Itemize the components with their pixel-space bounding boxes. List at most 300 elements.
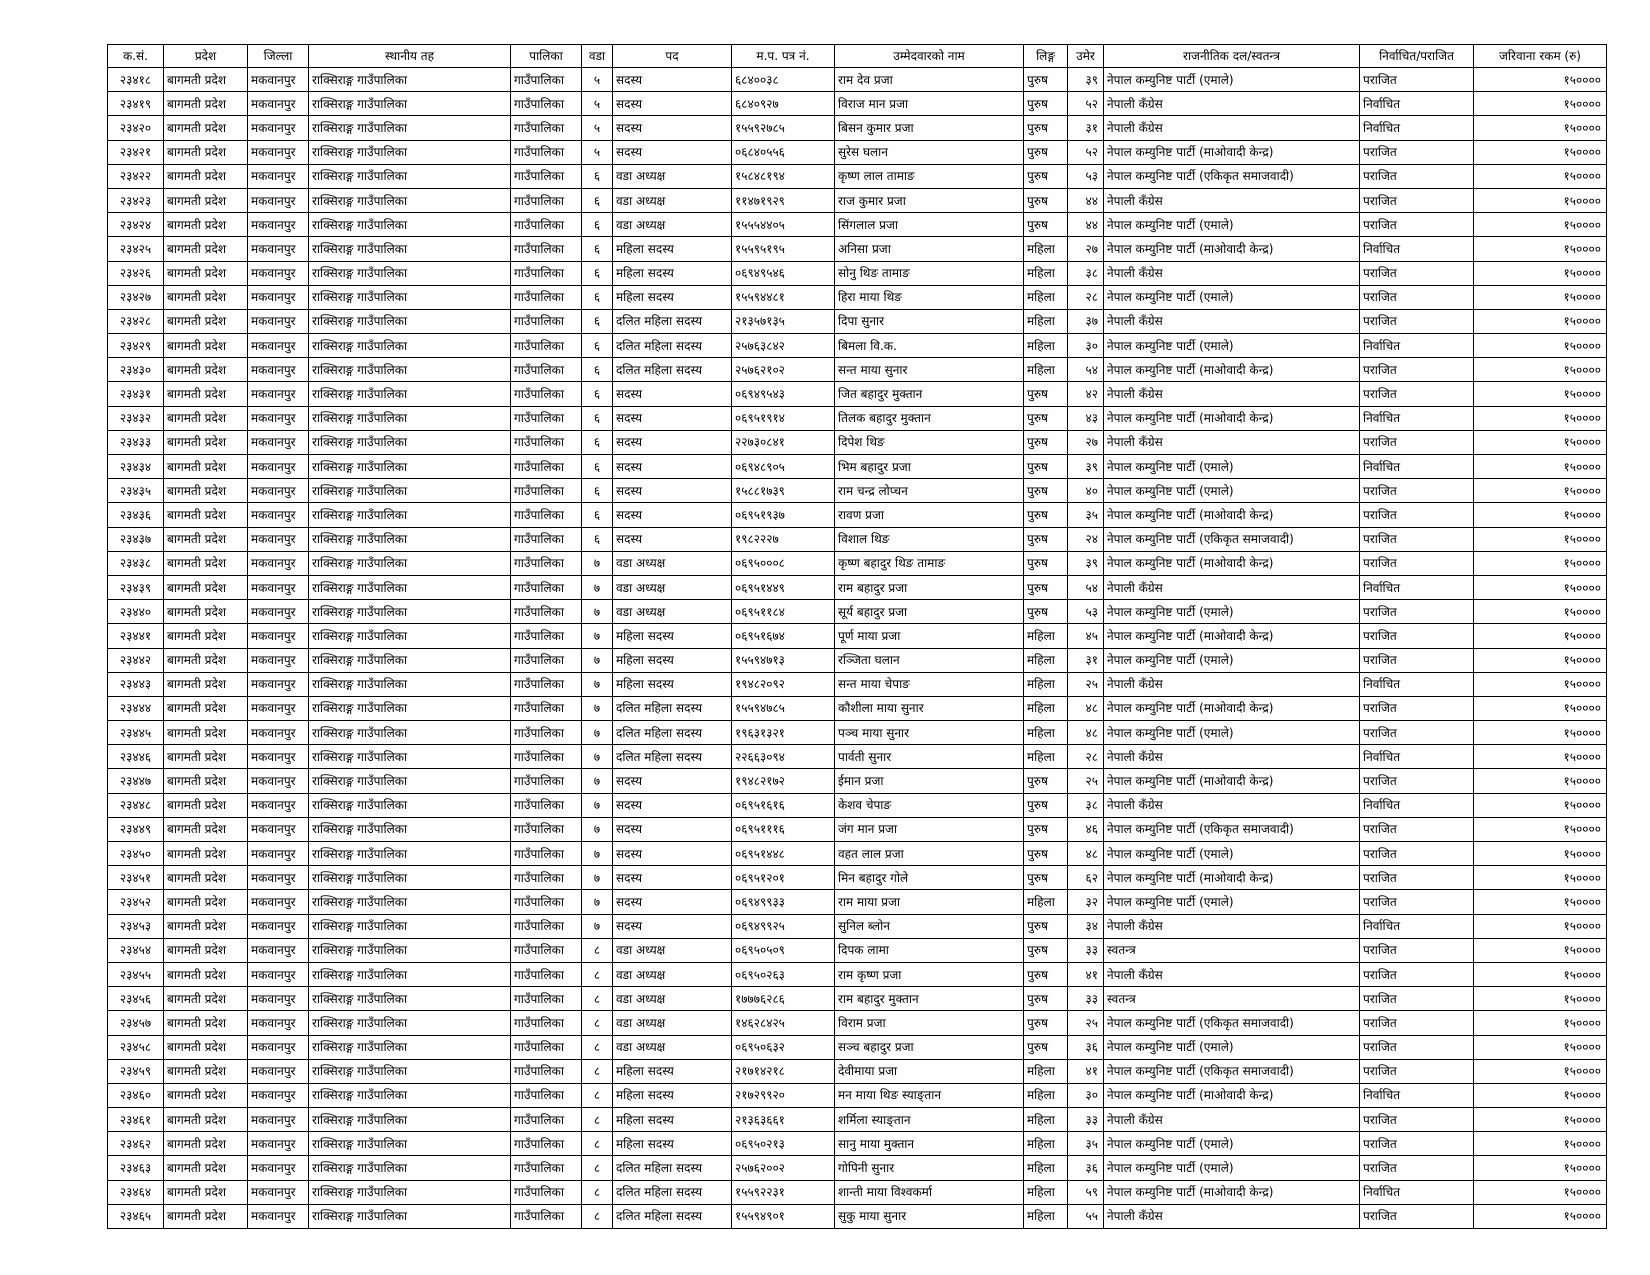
cell-gender: महिला <box>1024 648 1068 672</box>
cell-candidate-name: राम बहादुर प्रजा <box>835 575 1024 599</box>
cell-candidate-name: राज कुमार प्रजा <box>835 188 1024 212</box>
cell-ballot-number: ०६९५१२०१ <box>732 866 835 890</box>
cell-local-level: राक्सिराङ्ग गाउँपालिका <box>309 188 511 212</box>
cell-palika-type: गाउँपालिका <box>511 866 582 890</box>
cell-political-party: नेपाल कम्युनिष्ट पार्टी (माओवादी केन्द्र) <box>1104 1180 1360 1204</box>
cell-age: ५३ <box>1068 164 1104 188</box>
cell-local-level: राक्सिराङ्ग गाउँपालिका <box>309 503 511 527</box>
cell-political-party: नेपाल कम्युनिष्ट पार्टी (एमाले) <box>1104 68 1360 92</box>
cell-result-status: पराजित <box>1360 1011 1474 1035</box>
cell-serial-number: २३४३२ <box>108 406 164 430</box>
cell-province: बागमती प्रदेश <box>164 309 248 333</box>
cell-result-status: पराजित <box>1360 503 1474 527</box>
cell-ballot-number: ०६८४०५५६ <box>732 140 835 164</box>
cell-political-party: नेपाली कँग्रेस <box>1104 116 1360 140</box>
cell-ballot-number: २२६६३०९४ <box>732 745 835 769</box>
cell-age: ५४ <box>1068 575 1104 599</box>
cell-position: सदस्य <box>613 382 732 406</box>
cell-ballot-number: १९८२२२७ <box>732 527 835 551</box>
cell-political-party: नेपाल कम्युनिष्ट पार्टी (एकिकृत समाजवादी) <box>1104 817 1360 841</box>
cell-serial-number: २३४४० <box>108 600 164 624</box>
cell-age: २४ <box>1068 527 1104 551</box>
cell-position: महिला सदस्य <box>613 237 732 261</box>
cell-result-status: पराजित <box>1360 696 1474 720</box>
cell-fine-amount: १५०००० <box>1474 430 1607 454</box>
cell-palika-type: गाउँपालिका <box>511 624 582 648</box>
cell-ballot-number: १५८४८१९४ <box>732 164 835 188</box>
cell-candidate-name: दिपेश थिङ <box>835 430 1024 454</box>
cell-fine-amount: १५०००० <box>1474 334 1607 358</box>
cell-candidate-name: सूर्य बहादुर प्रजा <box>835 600 1024 624</box>
cell-age: ५२ <box>1068 140 1104 164</box>
cell-palika-type: गाउँपालिका <box>511 987 582 1011</box>
cell-fine-amount: १५०००० <box>1474 890 1607 914</box>
cell-local-level: राक्सिराङ्ग गाउँपालिका <box>309 285 511 309</box>
table-row <box>108 309 1607 333</box>
table-row <box>108 1035 1607 1059</box>
cell-palika-type: गाउँपालिका <box>511 1204 582 1228</box>
cell-fine-amount: १५०००० <box>1474 358 1607 382</box>
cell-candidate-name: देवीमाया प्रजा <box>835 1059 1024 1083</box>
cell-palika-type: गाउँपालिका <box>511 1035 582 1059</box>
cell-gender: पुरुष <box>1024 793 1068 817</box>
cell-age: ३६ <box>1068 1035 1104 1059</box>
cell-province: बागमती प्रदेश <box>164 406 248 430</box>
cell-district: मकवानपुर <box>248 696 309 720</box>
cell-local-level: राक्सिराङ्ग गाउँपालिका <box>309 1180 511 1204</box>
cell-candidate-name: सोनु थिङ तामाङ <box>835 261 1024 285</box>
cell-palika-type: गाउँपालिका <box>511 503 582 527</box>
table-row <box>108 479 1607 503</box>
cell-gender: पुरुष <box>1024 455 1068 479</box>
cell-local-level: राक्सिराङ्ग गाउँपालिका <box>309 92 511 116</box>
cell-gender: महिला <box>1024 1156 1068 1180</box>
cell-political-party: नेपाल कम्युनिष्ट पार्टी (एकिकृत समाजवादी) <box>1104 527 1360 551</box>
cell-candidate-name: कृष्ण बहादुर थिङ तामाङ <box>835 551 1024 575</box>
cell-result-status: पराजित <box>1360 188 1474 212</box>
cell-province: बागमती प्रदेश <box>164 1180 248 1204</box>
cell-age: ३८ <box>1068 793 1104 817</box>
cell-district: मकवानपुर <box>248 309 309 333</box>
cell-position: सदस्य <box>613 140 732 164</box>
cell-palika-type: गाउँपालिका <box>511 1011 582 1035</box>
cell-palika-type: गाउँपालिका <box>511 285 582 309</box>
cell-local-level: राक्सिराङ्ग गाउँपालिका <box>309 309 511 333</box>
cell-serial-number: २३४२२ <box>108 164 164 188</box>
cell-result-status: पराजित <box>1360 382 1474 406</box>
cell-palika-type: गाउँपालिका <box>511 696 582 720</box>
cell-position: वडा अध्यक्ष <box>613 1011 732 1035</box>
cell-ballot-number: १४६२८४२५ <box>732 1011 835 1035</box>
cell-palika-type: गाउँपालिका <box>511 721 582 745</box>
cell-district: मकवानपुर <box>248 334 309 358</box>
cell-result-status: पराजित <box>1360 962 1474 986</box>
cell-ballot-number: ०६९४९५४६ <box>732 261 835 285</box>
cell-ballot-number: ०६९५१४४८ <box>732 842 835 866</box>
candidate-results-table <box>107 44 1607 1229</box>
cell-ballot-number: १५५९२२३१ <box>732 1180 835 1204</box>
cell-candidate-name: पञ्च माया सुनार <box>835 721 1024 745</box>
cell-palika-type: गाउँपालिका <box>511 358 582 382</box>
cell-district: मकवानपुर <box>248 600 309 624</box>
cell-gender: पुरुष <box>1024 987 1068 1011</box>
cell-fine-amount: १५०००० <box>1474 92 1607 116</box>
cell-candidate-name: राम कृष्ण प्रजा <box>835 962 1024 986</box>
cell-ballot-number: २५७६३८४२ <box>732 334 835 358</box>
cell-political-party: नेपाल कम्युनिष्ट पार्टी (एमाले) <box>1104 334 1360 358</box>
cell-ward: ८ <box>582 1132 613 1156</box>
cell-candidate-name: शान्ती माया विश्वकर्मा <box>835 1180 1024 1204</box>
cell-palika-type: गाउँपालिका <box>511 188 582 212</box>
cell-position: महिला सदस्य <box>613 624 732 648</box>
table-row <box>108 817 1607 841</box>
cell-position: महिला सदस्य <box>613 648 732 672</box>
cell-serial-number: २३४४५ <box>108 721 164 745</box>
cell-province: बागमती प्रदेश <box>164 1108 248 1132</box>
cell-ballot-number: ०६९५१६७४ <box>732 624 835 648</box>
cell-result-status: पराजित <box>1360 213 1474 237</box>
cell-province: बागमती प्रदेश <box>164 358 248 382</box>
cell-district: मकवानपुर <box>248 890 309 914</box>
cell-position: सदस्य <box>613 68 732 92</box>
cell-local-level: राक्सिराङ्ग गाउँपालिका <box>309 987 511 1011</box>
cell-fine-amount: १५०००० <box>1474 213 1607 237</box>
cell-serial-number: २३४५४ <box>108 938 164 962</box>
cell-candidate-name: सुनिल ब्लोन <box>835 914 1024 938</box>
cell-result-status: पराजित <box>1360 1108 1474 1132</box>
cell-serial-number: २३४६२ <box>108 1132 164 1156</box>
cell-serial-number: २३४६१ <box>108 1108 164 1132</box>
cell-age: ३३ <box>1068 1108 1104 1132</box>
cell-local-level: राक्सिराङ्ग गाउँपालिका <box>309 1204 511 1228</box>
cell-position: दलित महिला सदस्य <box>613 1204 732 1228</box>
cell-serial-number: २३४५९ <box>108 1059 164 1083</box>
cell-ward: ६ <box>582 285 613 309</box>
cell-result-status: पराजित <box>1360 769 1474 793</box>
cell-local-level: राक्सिराङ्ग गाउँपालिका <box>309 721 511 745</box>
cell-candidate-name: तिलक बहादुर मुक्तान <box>835 406 1024 430</box>
cell-candidate-name: सिंगलाल प्रजा <box>835 213 1024 237</box>
cell-gender: पुरुष <box>1024 600 1068 624</box>
cell-ward: ६ <box>582 455 613 479</box>
cell-candidate-name: कृष्ण लाल तामाङ <box>835 164 1024 188</box>
cell-gender: पुरुष <box>1024 479 1068 503</box>
cell-political-party: नेपाली कँग्रेस <box>1104 914 1360 938</box>
cell-province: बागमती प्रदेश <box>164 793 248 817</box>
cell-political-party: नेपाल कम्युनिष्ट पार्टी (माओवादी केन्द्र) <box>1104 503 1360 527</box>
cell-ward: ५ <box>582 92 613 116</box>
cell-palika-type: गाउँपालिका <box>511 479 582 503</box>
cell-fine-amount: १५०००० <box>1474 285 1607 309</box>
cell-fine-amount: १५०००० <box>1474 842 1607 866</box>
cell-ward: ६ <box>582 309 613 333</box>
cell-position: महिला सदस्य <box>613 1108 732 1132</box>
cell-ballot-number: ०६९४८९०५ <box>732 455 835 479</box>
cell-serial-number: २३४६४ <box>108 1180 164 1204</box>
cell-fine-amount: १५०००० <box>1474 382 1607 406</box>
cell-fine-amount: १५०००० <box>1474 600 1607 624</box>
cell-palika-type: गाउँपालिका <box>511 140 582 164</box>
cell-political-party: नेपाली कँग्रेस <box>1104 672 1360 696</box>
table-row <box>108 164 1607 188</box>
cell-palika-type: गाउँपालिका <box>511 551 582 575</box>
cell-province: बागमती प्रदेश <box>164 382 248 406</box>
cell-ballot-number: ०६९५११८४ <box>732 600 835 624</box>
cell-serial-number: २३४६० <box>108 1083 164 1107</box>
cell-result-status: पराजित <box>1360 817 1474 841</box>
cell-province: बागमती प्रदेश <box>164 430 248 454</box>
cell-ballot-number: १५५९४९०१ <box>732 1204 835 1228</box>
cell-ward: ७ <box>582 624 613 648</box>
cell-position: महिला सदस्य <box>613 1059 732 1083</box>
cell-candidate-name: शर्मिला स्याङ्तान <box>835 1108 1024 1132</box>
cell-ballot-number: २१७२९९२० <box>732 1083 835 1107</box>
cell-ward: ८ <box>582 1108 613 1132</box>
cell-fine-amount: १५०००० <box>1474 406 1607 430</box>
cell-result-status: पराजित <box>1360 987 1474 1011</box>
cell-age: २७ <box>1068 430 1104 454</box>
cell-gender: पुरुष <box>1024 527 1068 551</box>
cell-province: बागमती प्रदेश <box>164 68 248 92</box>
cell-local-level: राक्सिराङ्ग गाउँपालिका <box>309 1108 511 1132</box>
cell-ballot-number: १५५९४७१३ <box>732 648 835 672</box>
cell-ward: ८ <box>582 1180 613 1204</box>
cell-result-status: पराजित <box>1360 938 1474 962</box>
cell-fine-amount: १५०००० <box>1474 1011 1607 1035</box>
cell-serial-number: २३४५७ <box>108 1011 164 1035</box>
cell-serial-number: २३४४७ <box>108 769 164 793</box>
cell-age: ४३ <box>1068 406 1104 430</box>
cell-position: वडा अध्यक्ष <box>613 987 732 1011</box>
cell-age: ४० <box>1068 479 1104 503</box>
cell-ballot-number: १९४८२०९२ <box>732 672 835 696</box>
cell-political-party: नेपाली कँग्रेस <box>1104 92 1360 116</box>
cell-palika-type: गाउँपालिका <box>511 527 582 551</box>
cell-age: ३५ <box>1068 503 1104 527</box>
cell-candidate-name: राम बहादुर मुक्तान <box>835 987 1024 1011</box>
cell-district: मकवानपुर <box>248 527 309 551</box>
table-row <box>108 624 1607 648</box>
cell-candidate-name: सञ्च बहादुर प्रजा <box>835 1035 1024 1059</box>
table-row <box>108 1059 1607 1083</box>
cell-political-party: नेपाल कम्युनिष्ट पार्टी (एमाले) <box>1104 1035 1360 1059</box>
cell-result-status: पराजित <box>1360 721 1474 745</box>
cell-fine-amount: १५०००० <box>1474 1035 1607 1059</box>
cell-ballot-number: १५५९४४८१ <box>732 285 835 309</box>
cell-political-party: नेपाल कम्युनिष्ट पार्टी (एमाले) <box>1104 455 1360 479</box>
cell-result-status: पराजित <box>1360 624 1474 648</box>
cell-district: मकवानपुर <box>248 987 309 1011</box>
cell-province: बागमती प्रदेश <box>164 285 248 309</box>
cell-serial-number: २३४२३ <box>108 188 164 212</box>
cell-district: मकवानपुर <box>248 1108 309 1132</box>
cell-local-level: राक्सिराङ्ग गाउँपालिका <box>309 842 511 866</box>
cell-district: मकवानपुर <box>248 406 309 430</box>
cell-result-status: पराजित <box>1360 309 1474 333</box>
cell-palika-type: गाउँपालिका <box>511 672 582 696</box>
cell-result-status: पराजित <box>1360 842 1474 866</box>
cell-result-status: निर्वाचित <box>1360 914 1474 938</box>
cell-candidate-name: राम माया प्रजा <box>835 890 1024 914</box>
cell-palika-type: गाउँपालिका <box>511 309 582 333</box>
cell-province: बागमती प्रदेश <box>164 188 248 212</box>
table-row <box>108 769 1607 793</box>
cell-result-status: पराजित <box>1360 68 1474 92</box>
cell-fine-amount: १५०००० <box>1474 188 1607 212</box>
cell-position: वडा अध्यक्ष <box>613 600 732 624</box>
cell-ballot-number: १५५९२७८५ <box>732 116 835 140</box>
cell-position: दलित महिला सदस्य <box>613 696 732 720</box>
cell-local-level: राक्सिराङ्ग गाउँपालिका <box>309 793 511 817</box>
cell-candidate-name: राम चन्द्र लोप्चन <box>835 479 1024 503</box>
cell-serial-number: २३४५२ <box>108 890 164 914</box>
cell-local-level: राक्सिराङ्ग गाउँपालिका <box>309 914 511 938</box>
cell-serial-number: २३४२० <box>108 116 164 140</box>
cell-local-level: राक्सिराङ्ग गाउँपालिका <box>309 1132 511 1156</box>
cell-district: मकवानपुर <box>248 1156 309 1180</box>
cell-gender: महिला <box>1024 1204 1068 1228</box>
cell-candidate-name: ईमान प्रजा <box>835 769 1024 793</box>
cell-local-level: राक्सिराङ्ग गाउँपालिका <box>309 648 511 672</box>
cell-district: मकवानपुर <box>248 237 309 261</box>
cell-result-status: निर्वाचित <box>1360 455 1474 479</box>
cell-result-status: पराजित <box>1360 890 1474 914</box>
cell-age: ३८ <box>1068 261 1104 285</box>
cell-ward: ८ <box>582 1011 613 1035</box>
cell-ward: ८ <box>582 1035 613 1059</box>
cell-district: मकवानपुर <box>248 140 309 164</box>
cell-ward: ७ <box>582 890 613 914</box>
table-row <box>108 842 1607 866</box>
cell-result-status: पराजित <box>1360 1059 1474 1083</box>
cell-district: मकवानपुर <box>248 116 309 140</box>
cell-gender: महिला <box>1024 237 1068 261</box>
cell-district: मकवानपुर <box>248 648 309 672</box>
cell-age: ५२ <box>1068 92 1104 116</box>
cell-district: मकवानपुर <box>248 479 309 503</box>
cell-age: ४८ <box>1068 721 1104 745</box>
cell-district: मकवानपुर <box>248 503 309 527</box>
cell-candidate-name: केशव चेपाङ <box>835 793 1024 817</box>
cell-district: मकवानपुर <box>248 261 309 285</box>
cell-district: मकवानपुर <box>248 455 309 479</box>
cell-serial-number: २३४६३ <box>108 1156 164 1180</box>
cell-district: मकवानपुर <box>248 769 309 793</box>
cell-age: ४६ <box>1068 817 1104 841</box>
cell-fine-amount: १५०००० <box>1474 987 1607 1011</box>
cell-local-level: राक्सिराङ्ग गाउँपालिका <box>309 213 511 237</box>
cell-gender: महिला <box>1024 358 1068 382</box>
cell-position: दलित महिला सदस्य <box>613 334 732 358</box>
cell-palika-type: गाउँपालिका <box>511 1108 582 1132</box>
cell-local-level: राक्सिराङ्ग गाउँपालिका <box>309 890 511 914</box>
cell-position: सदस्य <box>613 793 732 817</box>
cell-district: मकवानपुर <box>248 188 309 212</box>
cell-ward: ७ <box>582 842 613 866</box>
column-header-ward: वडा <box>582 45 613 68</box>
table-row <box>108 793 1607 817</box>
cell-province: बागमती प्रदेश <box>164 624 248 648</box>
cell-ward: ७ <box>582 648 613 672</box>
cell-province: बागमती प्रदेश <box>164 116 248 140</box>
column-header-gender: लिङ्ग <box>1024 45 1068 68</box>
cell-political-party: नेपाल कम्युनिष्ट पार्टी (एमाले) <box>1104 890 1360 914</box>
table-row <box>108 237 1607 261</box>
column-header-province: प्रदेश <box>164 45 248 68</box>
cell-fine-amount: १५०००० <box>1474 769 1607 793</box>
cell-candidate-name: दिपा सुनार <box>835 309 1024 333</box>
cell-district: मकवानपुर <box>248 285 309 309</box>
cell-serial-number: २३४२५ <box>108 237 164 261</box>
cell-local-level: राक्सिराङ्ग गाउँपालिका <box>309 769 511 793</box>
cell-district: मकवानपुर <box>248 1011 309 1035</box>
cell-gender: पुरुष <box>1024 575 1068 599</box>
cell-position: सदस्य <box>613 406 732 430</box>
cell-position: सदस्य <box>613 914 732 938</box>
cell-province: बागमती प्रदेश <box>164 334 248 358</box>
cell-palika-type: गाउँपालिका <box>511 1083 582 1107</box>
cell-province: बागमती प्रदेश <box>164 503 248 527</box>
cell-ballot-number: ०६९५१९३७ <box>732 503 835 527</box>
cell-province: बागमती प्रदेश <box>164 696 248 720</box>
cell-gender: महिला <box>1024 334 1068 358</box>
cell-palika-type: गाउँपालिका <box>511 334 582 358</box>
cell-serial-number: २३४४२ <box>108 648 164 672</box>
cell-gender: पुरुष <box>1024 1035 1068 1059</box>
cell-local-level: राक्सिराङ्ग गाउँपालिका <box>309 261 511 285</box>
cell-district: मकवानपुर <box>248 575 309 599</box>
cell-gender: पुरुष <box>1024 551 1068 575</box>
cell-result-status: पराजित <box>1360 1035 1474 1059</box>
cell-serial-number: २३४३५ <box>108 479 164 503</box>
cell-serial-number: २३४२६ <box>108 261 164 285</box>
cell-fine-amount: १५०००० <box>1474 696 1607 720</box>
cell-local-level: राक्सिराङ्ग गाउँपालिका <box>309 551 511 575</box>
cell-result-status: निर्वाचित <box>1360 1083 1474 1107</box>
cell-local-level: राक्सिराङ्ग गाउँपालिका <box>309 672 511 696</box>
cell-candidate-name: बिसन कुमार प्रजा <box>835 116 1024 140</box>
cell-local-level: राक्सिराङ्ग गाउँपालिका <box>309 455 511 479</box>
cell-gender: महिला <box>1024 624 1068 648</box>
cell-serial-number: २३४५३ <box>108 914 164 938</box>
cell-ward: ७ <box>582 600 613 624</box>
cell-age: ३२ <box>1068 890 1104 914</box>
cell-ballot-number: ०६९५०६३२ <box>732 1035 835 1059</box>
cell-fine-amount: १५०००० <box>1474 938 1607 962</box>
cell-gender: पुरुष <box>1024 430 1068 454</box>
cell-ward: ७ <box>582 672 613 696</box>
table-row <box>108 261 1607 285</box>
cell-fine-amount: १५०००० <box>1474 962 1607 986</box>
column-header-age: उमेर <box>1068 45 1104 68</box>
cell-ballot-number: १९६३१३२१ <box>732 721 835 745</box>
table-row <box>108 1108 1607 1132</box>
cell-local-level: राक्सिराङ्ग गाउँपालिका <box>309 817 511 841</box>
cell-palika-type: गाउँपालिका <box>511 116 582 140</box>
table-row <box>108 334 1607 358</box>
cell-ward: ८ <box>582 1059 613 1083</box>
column-header-political-party: राजनीतिक दल/स्वतन्त्र <box>1104 45 1360 68</box>
cell-position: दलित महिला सदस्य <box>613 309 732 333</box>
cell-gender: महिला <box>1024 1108 1068 1132</box>
cell-district: मकवानपुर <box>248 1035 309 1059</box>
cell-ward: ८ <box>582 987 613 1011</box>
cell-candidate-name: मिन बहादुर गोले <box>835 866 1024 890</box>
cell-ward: ५ <box>582 116 613 140</box>
cell-local-level: राक्सिराङ्ग गाउँपालिका <box>309 1035 511 1059</box>
cell-gender: पुरुष <box>1024 769 1068 793</box>
cell-district: मकवानपुर <box>248 672 309 696</box>
